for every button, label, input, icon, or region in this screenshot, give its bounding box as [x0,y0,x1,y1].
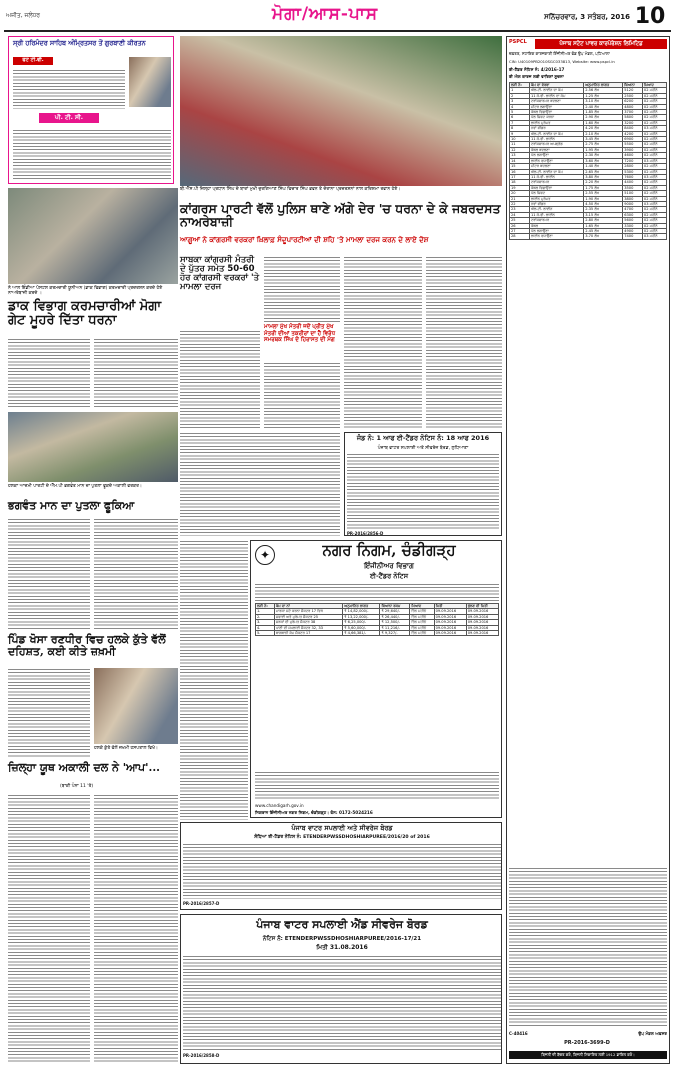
pspcl-table-cell: 2.40 ਲੱਖ [584,104,623,109]
youth-story-text-2 [94,794,178,1064]
water-tender-3 [180,822,502,910]
pspcl-table-cell: 2.45 ਲੱਖ [584,228,623,233]
pspcl-table-cell: 02 ਮਹੀਨੇ [642,93,666,98]
pspcl-table-cell: 02 ਮਹੀਨੇ [642,88,666,93]
pspcl-table-cell: ਐਲ.ਟੀ. ਲਾਈਨ [529,207,583,212]
pspcl-table-cell: 02 ਮਹੀਨੇ [642,115,666,120]
corporation-table-cell: ਤਿੰਨ ਮਹੀਨੇ [410,614,434,619]
pspcl-table-cell: 23 [510,207,530,212]
pspcl-table-cell: 11 ਕੇ.ਵੀ. ਲਾਈਨ ਦਾ ਕੰਮ [529,93,583,98]
pspcl-table-cell: 02 ਮਹੀਨੇ [642,153,666,158]
pspcl-table-cell: 02 ਮਹੀਨੇ [642,207,666,212]
corporation-table-row [256,631,499,636]
pspcl-table-cell: 22 [510,201,530,206]
pspcl-table-cell: 3900 [623,147,643,152]
pspcl-table-cell: ਟਰਾਂਸਫਾਰਮਰ ਅਪਗ੍ਰੇਡ [529,142,583,147]
pspcl-table-cell: 02 ਮਹੀਨੇ [642,110,666,115]
tender1-subtitle: ਪੰਜਾਬ ਵਾਟਰ ਸਪਲਾਈ ਅਤੇ ਸੀਵਰੇਜ ਬੋਰਡ, ਲੁਧਿਆਣਾ [377,446,469,451]
pspcl-table-cell: 02 ਮਹੀਨੇ [642,164,666,169]
pspcl-table-cell: 1.60 ਲੱਖ [584,120,623,125]
corporation-table-cell: 09.09.2016 [434,625,466,630]
pspcl-table-cell: 02 ਮਹੀਨੇ [642,228,666,233]
pspcl-table-cell: 5 [510,110,530,115]
pspcl-table-cell: 3700 [623,110,643,115]
pspcl-table-cell: 02 ਮਹੀਨੇ [642,191,666,196]
corporation-table-cell: ₹ 11,216/- [380,625,410,630]
pspcl-table-cell: 1.65 ਲੱਖ [584,223,623,228]
pspcl-table-cell: 12 [510,147,530,152]
pspcl-cin: CIN: U40109PB2010SGC033813, Website: www.pspcl.in [509,59,615,64]
youth-headline: ਜ਼ਿਲ੍ਹਾ ਯੂਥ ਅਕਾਲੀ ਦਲ ਨੇ 'ਆਪ'... [8,761,160,774]
pspcl-table-cell: 02 ਮਹੀਨੇ [642,196,666,201]
pspcl-table-cell: ਟਰਾਂਸਫਾਰਮਰ ਬਦਲਣਾ [529,99,583,104]
pspcl-table-cell: 11 ਕੇ.ਵੀ. ਲਾਈਨ [529,174,583,179]
pspcl-table-cell: 15 [510,164,530,169]
effigy-story-text-2 [94,518,178,630]
rally-photo [180,36,502,186]
main-story-text-4 [344,256,422,430]
pspcl-table-cell: 02 ਮਹੀਨੇ [642,131,666,136]
pspcl-table-cell: 2.20 ਲੱਖ [584,180,623,185]
corporation-emblem-icon: ✦ [255,545,275,565]
corporation-table-cell: 2. [256,614,275,619]
postal-protest-photo [8,188,178,284]
dogs-victim-photo [94,668,178,744]
corporation-table-cell: ਪਾਣੀ ਦੀ ਸਪਲਾਈ ਸੈਕਟਰ 32, 33 [274,625,342,630]
corporation-table-cell: 09.09.2016 [466,625,498,630]
pspcl-table-cell: 02 ਮਹੀਨੇ [642,212,666,217]
corporation-table-cell: 09.09.2016 [434,631,466,636]
pspcl-table-cell: 2.35 ਲੱਖ [584,207,623,212]
corporation-footer: ਨਿਗਰਾਨ ਇੰਜੀਨੀਅਰ ਨਗਰ ਨਿਗਮ, ਚੰਡੀਗੜ੍ਹ। ਫੋਨ: 0172-5024216 [255,810,373,815]
effigy-story-text-1 [8,518,90,630]
corporation-table-cell: 3. [256,620,275,625]
ad-title: ਸ੍ਰੀ ਹਰਿਮੰਦਰ ਸਾਹਿਬ ਅੰਮ੍ਰਿਤਸਰ ਤੋਂ ਗੁਰਬਾਣੀ ਕੀਰਤਨ [13,39,146,47]
pspcl-table-cell: ਐਲ.ਟੀ. ਲਾਈਨ ਦਾ ਕੰਮ [529,169,583,174]
corporation-table-cell: ਸੜਕਾਂ ਦੀ ਮੁਰੰਮਤ ਸੈਕਟਰ 38 [274,620,342,625]
pspcl-table-cell: ਪੋਲ ਸ਼ਿਫਟ ਕਰਨਾ [529,115,583,120]
pspcl-table-cell: ਨਵਾਂ ਫੀਡਰ [529,201,583,206]
corporation-table [255,603,499,636]
pspcl-table-cell: 5500 [623,142,643,147]
corporation-table-cell: ₹ 29,640/- [380,609,410,614]
pspcl-table-cell: 1.75 ਲੱਖ [584,185,623,190]
pspcl-table-cell: 9000 [623,201,643,206]
youth-subhead: (ਬਾਕੀ ਪੰਨਾ 11 'ਤੇ) [60,784,94,789]
pspcl-ref: PR-2016-3699-D [564,1040,610,1046]
pspcl-table-cell: 4800 [623,104,643,109]
tender4-body [183,955,501,1051]
main-subhead: ਆਗੂਆਂ ਨੇ ਕਾਂਗਰਸੀ ਵਰਕਰਾਂ ਖ਼ਿਲਾਫ਼ ਸੰਦੂਪਾਰਟੀਆਂ ਦੀ ਸ਼ਹਿ 'ਤੇ ਮਾਮਲਾ ਦਰਜ ਕਰਨ ਦੇ ਲਾਏ ਦੋਸ਼ [180,236,429,244]
pspcl-table-cell: 17 [510,174,530,179]
tender3-body [183,843,501,899]
gurbani-ad [8,36,174,184]
pspcl-table-cell: 3300 [623,223,643,228]
youth-story-text-1 [8,794,90,1064]
corporation-table-header-cell: ਖੁੱਲਣ ਦੀ ਮਿਤੀ [466,604,498,609]
tender1-ref: PR-2016/2856-D [347,531,384,536]
page-number: 10 [634,4,666,29]
pspcl-table-cell: 02 ਮਹੀਨੇ [642,185,666,190]
pspcl-table-cell: 02 ਮਹੀਨੇ [642,147,666,152]
pspcl-table-cell: 7 [510,120,530,125]
pspcl-table-cell: 5600 [623,218,643,223]
ad-subtitle: ਫੋਟੋ ਟੀ.ਵੀ. [13,57,53,65]
corporation-table-header-cell: ਲੜੀ ਨੰ: [256,604,275,609]
pspcl-table-cell: ਲਾਈਨ ਮੁਰੰਮਤ [529,120,583,125]
corporation-table-cell: 09.09.2016 [466,620,498,625]
pspcl-table-cell: 6200 [623,99,643,104]
pspcl-table-cell: 11 ਕੇ.ਵੀ. ਲਾਈਨ [529,212,583,217]
pspcl-table-cell: 7600 [623,174,643,179]
pspcl-table-cell: ਟਰਾਂਸਫਾਰਮਰ [529,180,583,185]
pspcl-table-cell: 1.25 ਲੱਖ [584,93,623,98]
pspcl-table-cell: 03 ਮਹੀਨੇ [642,174,666,179]
pspcl-table-cell: 4600 [623,153,643,158]
pspcl-table-cell: 16 [510,169,530,174]
effigy-story-text-3 [180,432,340,536]
corporation-title: ਨਗਰ ਨਿਗਮ, ਚੰਡੀਗੜ੍ਹ [322,541,456,559]
pspcl-table-cell: ਐਲ.ਟੀ. ਲਾਈਨ ਦਾ ਕੰਮ [529,88,583,93]
main-red-quote: ਮਾਮਲਾ ਮੁੱਖ ਮੰਤਰੀ ਜਦੋਂ ਪ੍ਰੀਤ ਮੁੱਖ ਮੰਤਰੀ ਦੀਆਂ ਤਕਰੀਰਾਂ ਦਾ ਹੈ ਵਿਰੋਧ ਸਮਰਥਕ ਸਿੰਘ ਦੇ ਹਿਰਾਸਤ ਦੀ ਮੰਗ [264,324,336,343]
main-story-text-2 [264,256,340,322]
main-side-head: ਸਾਬਕਾ ਕਾਂਗਰਸੀ ਮੰਤਰੀ ਦੇ ਪੁੱਤਰ ਸਮੇਤ 50-60 ਹੋਰ ਕਾਂਗਰਸੀ ਵਰਕਰਾਂ 'ਤੇ ਮਾਮਲਾ ਦਰਜ [180,255,260,292]
pspcl-table-cell: 6300 [623,212,643,217]
pspcl-table-cell: 2.30 ਲੱਖ [584,153,623,158]
pspcl-table-cell: ਲਾਈਨ ਵਧਾਉਣਾ [529,234,583,239]
pspcl-table-cell: 7400 [623,234,643,239]
rally-photo-caption: ਬੀ.ਐੱਸ.ਪੀ ਜ਼ਿਲ੍ਹਾ ਪ੍ਰਧਾਨ ਸਿੰਘ ਦੇ ਬਾਰਾਂ ਮੁਖੀ ਦੁਰਗਿਆਣ ਸਿੰਘ ਵਿਚਾਰ ਸਿੰਘ ਭਵਨ ਤੇ ਦੋਰਾਨਾ ਪ੍ਰਦਰਸ਼ਨਾਂ ਨਾਲ ਕਰਿਸ਼ਮਾ ਰਵਾਨ ਹੋਏ। [180,187,401,192]
pspcl-table-cell: 4700 [623,207,643,212]
tender4-ref: PR-2016/2858-D [183,1053,220,1058]
postal-story-text-2 [94,338,178,408]
main-story-text-3 [264,362,340,430]
corporation-table-cell: ₹ 13,22,000/- [343,614,380,619]
pspcl-table-title: ਈ ਐਲ ਕਾਰਜ ਲਈ ਵਾਰਿਸ਼ਾਂ ਸੂਚਨਾ [509,74,564,79]
pspcl-table-cell: 7200 [623,158,643,163]
pspcl-address: ਦਫ਼ਤਰ, ਸਹਾਇਕ ਕਾਰਜਕਾਰੀ ਇੰਜੀਨੀਅਰ ਵੰਡ ਉਪ ਮੰਡਲ, ਪਟਿਆਲਾ [509,51,610,56]
pspcl-signatory: ਉਪ ਮੰਡਲ ਅਫ਼ਸਰ [638,1031,667,1036]
pspcl-table-header-cell: ਬਿਆਨਾ [623,83,643,88]
pspcl-table-cell: ਪੋਲ ਲਗਾਉਣਾ [529,153,583,158]
tender1-title: ਜੰਡ ਨੰ: 1 ਆਫ ਈ-ਟੈਂਡਰ ਨੋਟਿਸ ਨੰ: 18 ਆਫ 2016 [356,434,490,442]
pspcl-table [509,82,667,240]
pspcl-table-cell: 2500 [623,93,643,98]
water-tender-4 [180,914,502,1064]
pspcl-terms [509,867,667,1027]
pspcl-table-cell: 5100 [623,191,643,196]
pspcl-table-cell: 24 [510,212,530,217]
issue-date: ਸਨਿੱਚਰਵਾਰ, 3 ਸਤੰਬਰ, 2016 [544,13,630,21]
pspcl-table-cell: 11 [510,142,530,147]
corporation-tender [250,540,502,818]
corporation-table-header-cell: ਮਿਆਦ [410,604,434,609]
pspcl-table-cell: 4200 [623,131,643,136]
main-story-text-1 [180,330,260,430]
pspcl-logo: PSPCL [509,39,527,45]
corporation-terms [255,771,499,801]
pspcl-table-cell: ਮੀਟਰ ਲਗਾਉਣਾ [529,104,583,109]
main-story-text-5 [426,256,502,430]
publication-name: ਅਜੀਤ, ਜਲੰਧਰ [6,12,41,19]
corporation-table-cell: 09.09.2016 [434,609,466,614]
pspcl-table-cell: 6 [510,115,530,120]
pspcl-notice-no: ਈ-ਟੈਂਡਰ ਨੋਟਿਸ ਨੰ: 4/2016-17 [509,67,565,72]
corporation-table-header-cell: ਬਿਆਨਾ ਰਕਮ [380,604,410,609]
tender1-body [347,453,499,531]
pspcl-table-cell: 02 ਮਹੀਨੇ [642,120,666,125]
pspcl-table-cell: ਕੇਬਲ ਵਿਛਾਉਣਾ [529,185,583,190]
pspcl-table-cell: 03 ਮਹੀਨੇ [642,158,666,163]
pspcl-table-cell: 2.10 ਲੱਖ [584,131,623,136]
corporation-table-cell: 09.09.2016 [466,614,498,619]
pspcl-table-cell: 3.15 ਲੱਖ [584,212,623,217]
page-header [0,0,675,32]
pspcl-table-row [510,234,667,239]
pspcl-table-cell: 02 ਮਹੀਨੇ [642,218,666,223]
pspcl-table-cell: 27 [510,228,530,233]
section-masthead: ਮੋਗਾ/ਆਸ-ਪਾਸ [271,4,379,24]
corporation-table-cell: ₹ 6,25,000/- [343,620,380,625]
ad-schedule-text [13,129,171,181]
corporation-table-cell: ਤਿੰਨ ਮਹੀਨੇ [410,609,434,614]
pspcl-table-cell: 03 ਮਹੀਨੇ [642,234,666,239]
corporation-table-header-cell: ਕੰਮ ਦਾ ਨਾਂ [274,604,342,609]
corporation-table-cell: ਸਫਾਈ ਅਤੇ ਮੁਰੰਮਤ ਸੈਕਟਰ 25 [274,614,342,619]
corporation-table-cell: ₹ 9,327/- [380,631,410,636]
ad-text [13,69,125,109]
pspcl-table-header-cell: ਅਨੁਮਾਨਿਤ ਲਾਗਤ [584,83,623,88]
corporation-table-cell: ₹ 14,82,000/- [343,609,380,614]
pspcl-table-header-cell: ਲੜੀ ਨੰ: [510,83,530,88]
pspcl-table-cell: 5120 [623,88,643,93]
pspcl-table-cell: ਪੋਲ ਲਗਾਉਣਾ [529,228,583,233]
pspcl-table-cell: 8 [510,126,530,131]
corporation-table-cell: ਤਿੰਨ ਮਹੀਨੇ [410,620,434,625]
pspcl-table-cell: 02 ਮਹੀਨੇ [642,99,666,104]
corporation-table-cell: 09.09.2016 [434,614,466,619]
corporation-table-cell: 5. [256,631,275,636]
pspcl-table-cell: ਨਵਾਂ ਫੀਡਰ [529,126,583,131]
tender3-ref: PR-2016/2857-D [183,901,220,906]
pspcl-table-cell: 20 [510,191,530,196]
tender3-notice: ਸੋਧਿਆ ਈ-ਟੈਂਡਰ ਨੋਟਿਸ ਨੰ: ETENDERPWSSDHOSHIARPUREE/2016/20 of 2016 [254,835,430,840]
pspcl-table-cell: 3500 [623,185,643,190]
pspcl-table-cell: ਲਾਈਨ ਮੁਰੰਮਤ [529,196,583,201]
pspcl-table-cell: 13 [510,153,530,158]
pspcl-table-cell: 3200 [623,120,643,125]
corporation-intro [255,583,499,601]
pspcl-table-cell: 02 ਮਹੀਨੇ [642,169,666,174]
corporation-table-cell: ਮਾਰਕਾ ਸਟੇ ਕਰਨਾ ਸੈਕਟਰ 17 ਵਿਖੇ [274,609,342,614]
pspcl-table-cell: 3800 [623,196,643,201]
pspcl-table-cell: 4.20 ਲੱਖ [584,126,623,131]
pspcl-table-cell: 2.90 ਲੱਖ [584,115,623,120]
pspcl-table-cell: 02 ਮਹੀਨੇ [642,104,666,109]
pspcl-table-header-cell: ਕੰਮ ਦਾ ਵੇਰਵਾ [529,83,583,88]
pspcl-table-cell: 3.45 ਲੱਖ [584,137,623,142]
pspcl-table-cell: 02 ਮਹੀਨੇ [642,180,666,185]
dogs-photo-caption: ਹਲਕੇ ਕੁੱਤੇ ਵੱਲੋਂ ਜ਼ਖਮੀ ਹਸਪਤਾਲ ਵਿਖੇ। [94,746,158,751]
postal-photo-caption: ਨੇ ਆਲ ਇੰਡੀਆ ਪੋਸਟਲ ਕਰਮਚਾਰੀ ਯੂਨੀਅਨ (ਡਾਕ ਵਿਭਾਗ) ਕਰਮਚਾਰੀ ਪ੍ਰਦਰਸ਼ਨ ਕਰਦੇ ਹੋਏ ਨਾਅਰੇਬਾਜ਼ੀ ਕਰਦੇ । [8,286,163,297]
corporation-table-header-cell: ਮਿਤੀ [434,604,466,609]
pspcl-footer: ਬਿਜਲੀ ਦੀ ਬੱਚਤ ਕਰੋ, ਬਿਜਲੀ ਸ਼ਿਕਾਇਤ ਲਈ 1912 ਡਾਇਲ ਕਰੋ। [509,1051,667,1059]
ad-golden-temple-image [129,57,171,107]
corporation-table-cell: ₹ 5,60,000/- [343,625,380,630]
pspcl-table-cell: 8400 [623,126,643,131]
pspcl-table-cell: 3 [510,99,530,104]
header-rule [4,30,671,32]
pspcl-table-cell: 4 [510,104,530,109]
pspcl-table-cell: 21 [510,196,530,201]
pspcl-table-cell: 2.75 ਲੱਖ [584,142,623,147]
pspcl-table-cell: 3.80 ਲੱਖ [584,174,623,179]
corporation-table-cell: 1. [256,609,275,614]
pspcl-notice-code: C-40416 [509,1031,528,1036]
corporation-table-cell: 09.09.2016 [466,609,498,614]
pspcl-table-cell: 1.40 ਲੱਖ [584,164,623,169]
pspcl-table-cell: 3.10 ਲੱਖ [584,99,623,104]
main-headline: ਕਾਂਗਰਸ ਪਾਰਟੀ ਵੱਲੋਂ ਪੁਲਿਸ ਥਾਣੇ ਅੱਗੇ ਦੇਰ 'ਚ ਧਰਨਾ ਦੇ ਕੇ ਜਬਰਦਸਤ ਨਾਅਰੇਬਾਜ਼ੀ [180,201,501,230]
pspcl-table-cell: 26 [510,223,530,228]
pspcl-table-cell: 03 ਮਹੀਨੇ [642,126,666,131]
tender-notice-1 [344,432,502,536]
pspcl-table-cell: 9 [510,131,530,136]
pspcl-table-cell: 2.55 ਲੱਖ [584,191,623,196]
postal-headline: ਡਾਕ ਵਿਭਾਗ ਕਰਮਚਾਰੀਆਂ ਮੋਗਾ ਗੇਟ ਮੂਹਰੇ ਦਿੱਤਾ ਧਰਨਾ [8,299,162,328]
pspcl-table-cell: ਟਰਾਂਸਫਾਰਮਰ [529,218,583,223]
pspcl-table-cell: 28 [510,234,530,239]
pspcl-table-cell: ਮੀਟਰ ਬਦਲਣਾ [529,164,583,169]
tender3-title: ਪੰਜਾਬ ਵਾਟਰ ਸਪਲਾਈ ਅਤੇ ਸੀਵਰੇਜ ਬੋਰਡ [291,824,393,832]
pspcl-table-cell: 2.56 ਲੱਖ [584,88,623,93]
corporation-table-cell: 09.09.2016 [434,620,466,625]
effigy-headline: ਭਗਵੰਤ ਮਾਨ ਦਾ ਪੁਤਲਾ ਫੂਕਿਆ [8,499,135,512]
corporation-table-cell: 4. [256,625,275,630]
pspcl-table-cell: ਪੋਲ ਸ਼ਿਫਟ [529,191,583,196]
corporation-table-cell: ₹ 4,66,381/- [343,631,380,636]
pspcl-table-cell: 6900 [623,137,643,142]
pspcl-table-header-cell: ਮਿਆਦ [642,83,666,88]
pspcl-table-cell: 4400 [623,180,643,185]
effigy-photo [8,412,178,482]
tender4-title: ਪੰਜਾਬ ਵਾਟਰ ਸਪਲਾਈ ਐਂਡ ਸੀਵਰੇਜ ਬੋਰਡ [256,918,428,931]
pspcl-table-cell: 02 ਮਹੀਨੇ [642,223,666,228]
corporation-table-cell: ਬਾਗਬਾਨੀ ਕੰਮ ਸੈਕਟਰ 17 [274,631,342,636]
corporation-table-cell: ₹ 26,440/- [380,614,410,619]
dogs-headline: ਪਿੰਡ ਖੋਸਾ ਰਣਧੀਰ ਵਿਚ ਹਲਕੇ ਕੁੱਤੇ ਵੱਲੋਂ ਦਹਿਸ਼ਤ, ਕਈ ਕੀਤੇ ਜ਼ਖ਼ਮੀ [8,633,166,658]
corporation-table-cell: ਤਿੰਨ ਮਹੀਨੇ [410,631,434,636]
pspcl-table-cell: 19 [510,185,530,190]
tender4-date: ਮਿਤੀ 31.08.2016 [316,944,368,951]
corporation-table-cell: ₹ 12,500/- [380,620,410,625]
pspcl-table-cell: 10 [510,137,530,142]
tender4-notice: ਨੋਟਿਸ ਨੰ: ETENDERPWSSDHOSHIARPUREE/2016-17/21 [262,936,422,942]
pspcl-table-cell: ਕੇਬਲ [529,223,583,228]
pspcl-table-cell: ਕੇਬਲ ਵਿਛਾਉਣਾ [529,110,583,115]
pspcl-title: ਪੰਜਾਬ ਸਟੇਟ ਪਾਵਰ ਕਾਰਪੋਰੇਸ਼ਨ ਲਿਮਿਟਿਡ [535,39,667,49]
corporation-table-header-cell: ਅਨੁਮਾਨਿਤ ਲਾਗਤ [343,604,380,609]
pspcl-table-cell: 25 [510,218,530,223]
pspcl-table-cell: 3.70 ਲੱਖ [584,234,623,239]
pspcl-table-cell: 02 ਮਹੀਨੇ [642,137,666,142]
corporation-website[interactable]: www.chandigarh.gov.in [255,803,304,808]
pspcl-table-cell: 03 ਮਹੀਨੇ [642,201,666,206]
pspcl-table-cell: 2.80 ਲੱਖ [584,218,623,223]
pspcl-table-cell: 18 [510,180,530,185]
corporation-dept: ਇੰਜੀਨੀਅਰ ਵਿਭਾਗ [364,562,414,570]
postal-story-text-1 [8,338,90,408]
pspcl-table-cell: 02 ਮਹੀਨੇ [642,142,666,147]
pspcl-table-cell: ਕੇਬਲ ਬਦਲਣਾ [529,147,583,152]
ad-channel: ਪੀ. ਟੀ. ਸੀ. [39,113,99,123]
corporation-table-cell: 09.09.2016 [466,631,498,636]
dogs-story-text [8,668,90,758]
pspcl-tender [506,36,670,1064]
pspcl-table-cell: 4.50 ਲੱਖ [584,201,623,206]
corporation-table-cell: ਤਿੰਨ ਮਹੀਨੇ [410,625,434,630]
pspcl-table-cell: 1 [510,88,530,93]
pspcl-table-cell: 5300 [623,169,643,174]
pspcl-table-cell: 2.65 ਲੱਖ [584,169,623,174]
pspcl-table-cell: 2 [510,93,530,98]
pspcl-table-cell: 1.90 ਲੱਖ [584,196,623,201]
effigy-story-text-4 [180,540,248,820]
pspcl-table-cell: 5800 [623,115,643,120]
pspcl-table-cell: 14 [510,158,530,163]
pspcl-table-cell: ਲਾਈਨ ਵਧਾਉਣਾ [529,158,583,163]
pspcl-table-cell: 1.85 ਲੱਖ [584,110,623,115]
pspcl-table-cell: 11 ਕੇ.ਵੀ. ਲਾਈਨ [529,137,583,142]
corporation-notice: ਈ-ਟੈਂਡਰ ਨੋਟਿਸ [369,572,409,580]
pspcl-table-cell: 1.95 ਲੱਖ [584,147,623,152]
effigy-photo-caption: ਹਲਕਾ ਆਦਮੀ ਪਾਰਟੀ ਦੇ ਐੱਮ.ਪੀ ਭਗਵੰਤ ਮਾਨ ਦਾ ਪੁਤਲਾ ਫੂਕਦੇ ਅਕਾਲੀ ਵਰਕਰ। [8,484,142,489]
pspcl-table-cell: 3.60 ਲੱਖ [584,158,623,163]
pspcl-table-cell: 4900 [623,228,643,233]
pspcl-table-cell: ਐਲ.ਟੀ. ਲਾਈਨ ਦਾ ਕੰਮ [529,131,583,136]
pspcl-table-cell: 2800 [623,164,643,169]
